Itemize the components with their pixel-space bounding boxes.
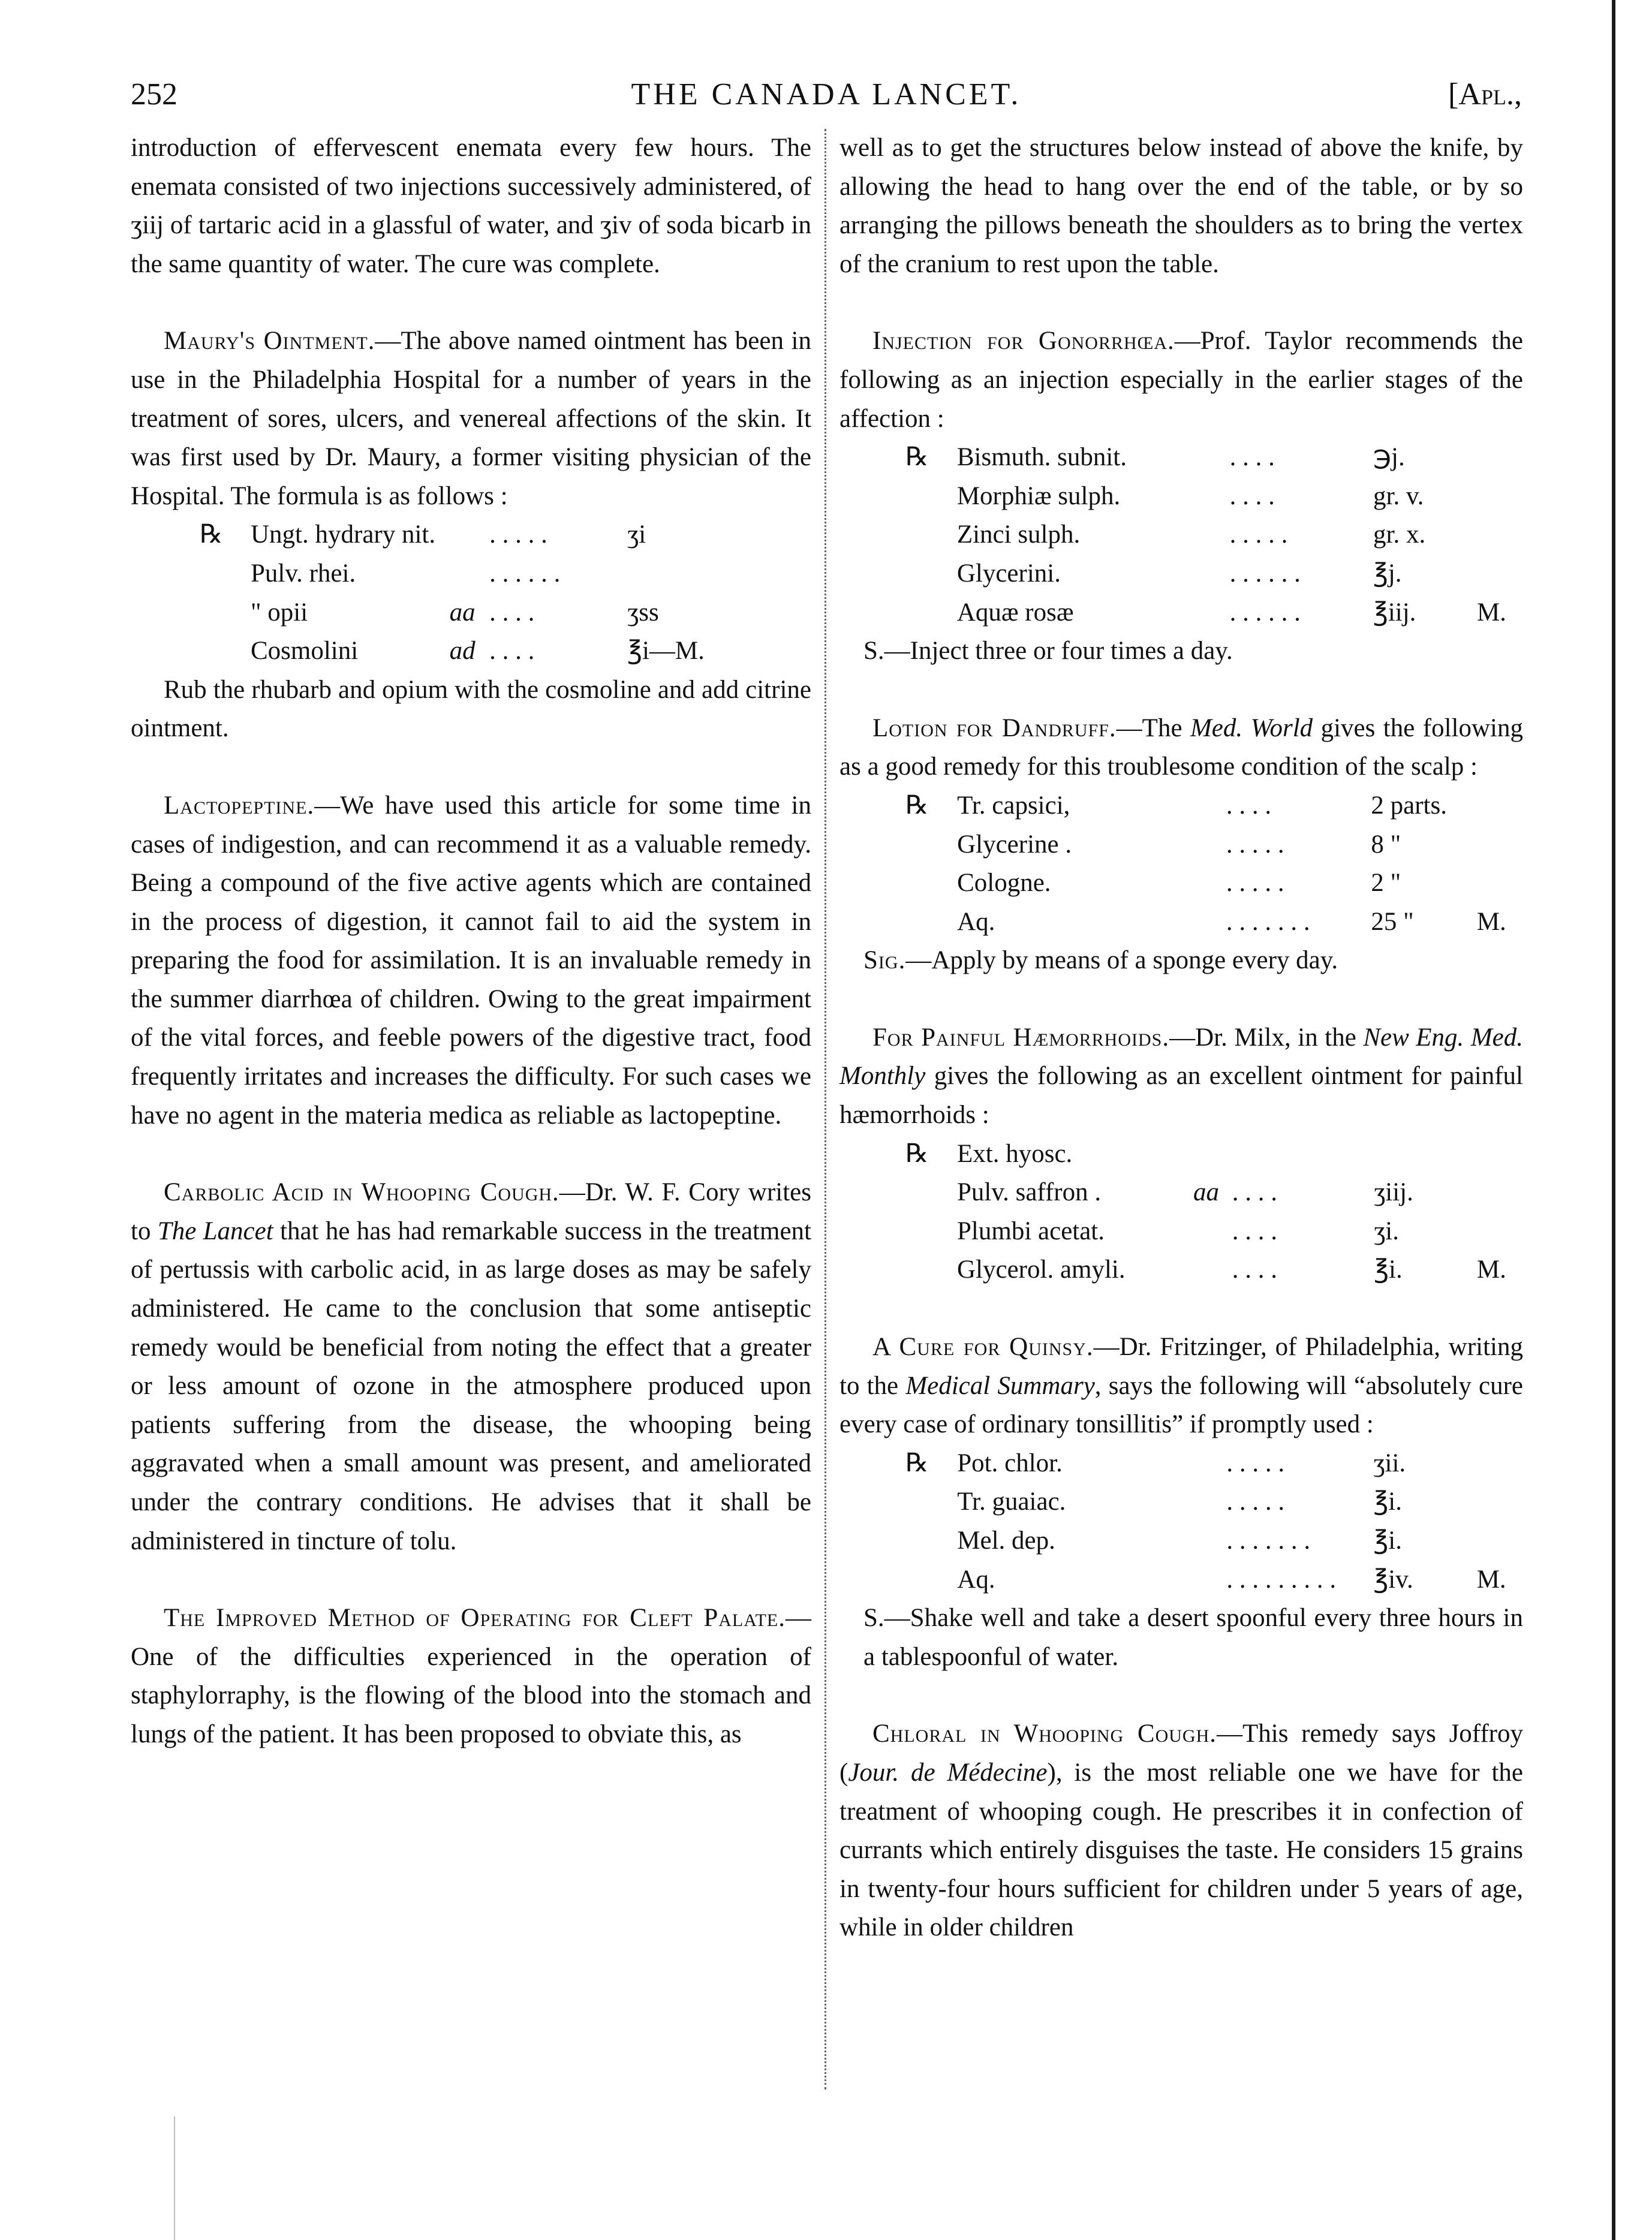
ingredient-name: Zinci sulph. — [956, 520, 1081, 549]
leader-dots: . . . . . — [489, 520, 547, 549]
ingredient-name: Ungt. hydrary nit. — [251, 520, 436, 549]
article-text: —One of the difficulties experienced in the operation of staphylorraphy, is the flowing of the blood into the stomach and lungs of the patient. It has been proposed to obviate this, as — [131, 1604, 811, 1748]
ingredient-name: Cologne. — [957, 869, 1051, 898]
mix-instruction — [1460, 1483, 1523, 1522]
article-body — [131, 1599, 811, 1754]
article-text: —Dr. W. F. Cory writes to — [131, 1178, 811, 1245]
recipe-row — [839, 1251, 1523, 1290]
ingredient-modifier: aa — [449, 598, 476, 627]
article-title: Lactopeptine. — [164, 791, 315, 820]
ingredient-quantity: ʒi — [627, 520, 646, 549]
ingredient-quantity: ℥j. — [1373, 559, 1402, 588]
article-body — [131, 1173, 811, 1561]
ingredient-modifier — [1176, 1444, 1226, 1483]
recipe-row — [131, 594, 807, 633]
recipe-table — [131, 516, 807, 670]
ingredient-name: Aquæ rosæ — [956, 598, 1074, 627]
recipe-symbol — [131, 594, 251, 633]
mix-instruction — [1460, 787, 1523, 826]
ingredient-modifier — [1176, 1522, 1226, 1561]
recipe-symbol — [839, 1561, 957, 1600]
ingredient-name: Glycerol. amyli. — [957, 1256, 1126, 1284]
recipe-symbol — [839, 555, 957, 594]
leader-dots: . . . . — [1232, 1256, 1277, 1284]
leader-dots: . . . . . — [1226, 1488, 1285, 1516]
ingredient-name: Plumbi acetat. — [957, 1217, 1105, 1245]
ingredient-name: Pot. chlor. — [957, 1449, 1063, 1477]
ingredient-modifier — [1176, 1561, 1226, 1600]
signa-line: S.—Shake well and take a desert spoonful every three hours in a tablespoonful of water. — [863, 1604, 1523, 1671]
recipe-table — [839, 438, 1523, 632]
source-journal: The Lancet — [157, 1217, 273, 1245]
recipe-symbol — [131, 632, 251, 671]
leader-dots: . . . . — [1229, 443, 1275, 472]
mix-instruction — [1460, 438, 1523, 477]
ingredient-modifier — [1176, 826, 1226, 865]
article-text: —Dr. Fritzinger, of Philadelphia, writing to the — [839, 1333, 1523, 1400]
article-title: Injection for Gonorrhœa. — [872, 327, 1175, 356]
article-lactopeptine — [131, 787, 811, 1135]
continued-paragraph: well as to get the structures below instead of above the knife, by allowing the head to hang over the end of the table, or by so arranging the pillows beneath the shoulders as to bring the vertex of the cranium to rest upon the table. — [839, 134, 1523, 278]
leader-dots: . . . . . — [1226, 830, 1284, 859]
ingredient-modifier — [1180, 594, 1230, 633]
mix-instruction: M. — [1476, 907, 1506, 936]
article-carbolic-acid — [131, 1173, 811, 1561]
article-title: A Cure for Quinsy. — [872, 1333, 1094, 1362]
leader-dots: . . . . . — [1226, 869, 1284, 898]
ingredient-modifier — [1180, 438, 1230, 477]
ingredient-name: Bismuth. subnit. — [956, 443, 1127, 472]
article-body — [839, 1328, 1523, 1444]
ingredient-quantity: ʒii. — [1373, 1449, 1406, 1477]
article-cleft-palate — [131, 1599, 811, 1754]
leader-dots: . . . . — [1226, 791, 1272, 820]
mix-instruction — [735, 516, 807, 555]
signa-line: S.—Inject three or four times a day. — [863, 637, 1233, 666]
mix-instruction — [1460, 555, 1523, 594]
recipe-note: Rub the rhubarb and opium with the cosmoline and add citrine ointment. — [131, 675, 811, 743]
ingredient-name: Aq. — [957, 1565, 995, 1594]
running-head — [131, 71, 1522, 119]
mix-instruction — [1460, 1522, 1523, 1561]
ingredient-name: Ext. hyosc. — [957, 1139, 1073, 1168]
ingredient-quantity: 8 " — [1371, 830, 1401, 859]
article-title: Maury's Ointment. — [164, 327, 375, 356]
article-text: —Dr. Milx, in the — [1169, 1023, 1364, 1052]
ingredient-quantity: ℥iij. — [1373, 598, 1416, 627]
article-text: that he has had remarkable success in the treatment of pertussis with carbolic acid, in as large doses as may be safely administered. He came to the conclusion that some antiseptic remedy would be beneficial from noting the effect that a greater or less amount of ozone in the atmosphere produced upon patients suffering from the disease, the whooping being aggravated when a small amount was present, and ameliorated under the contrary conditions. He advises that it shall be administered in tincture of tolu. — [131, 1217, 811, 1555]
mix-instruction — [1460, 1212, 1523, 1251]
recipe-symbol — [839, 477, 957, 516]
signa-line — [839, 941, 1523, 980]
leader-dots: . . . . . . . — [1226, 1527, 1311, 1555]
mix-instruction — [735, 594, 807, 633]
leader-dots: . . . . — [1229, 481, 1275, 510]
recipe-row — [839, 516, 1523, 555]
recipe-symbol: ℞ — [905, 1449, 929, 1477]
column-divider — [825, 129, 826, 2090]
ingredient-modifier — [435, 516, 489, 555]
ingredient-quantity: ʒss — [627, 598, 659, 627]
article-haemorrhoids — [839, 1019, 1523, 1290]
mix-instruction — [735, 632, 807, 671]
recipe-symbol — [839, 594, 957, 633]
recipe-row — [131, 555, 807, 594]
mix-instruction — [735, 555, 807, 594]
article-body — [131, 322, 811, 516]
mix-instruction — [1460, 477, 1523, 516]
article-text: —The — [1116, 713, 1190, 742]
ingredient-modifier — [1180, 555, 1230, 594]
recipe-table — [839, 787, 1523, 941]
ingredient-name: Aq. — [957, 907, 995, 936]
mix-instruction — [1460, 1135, 1523, 1174]
ingredient-quantity: 2 parts. — [1371, 791, 1447, 820]
recipe-row — [839, 555, 1523, 594]
month-abbrev: [Apl., — [1448, 77, 1522, 112]
recipe-row — [839, 1212, 1523, 1251]
ingredient-modifier — [1180, 1135, 1232, 1174]
recipe-row — [839, 1173, 1523, 1212]
article-body — [839, 709, 1523, 787]
article-text: gives the following as an excellent ointment for painful hæmorrhoids : — [839, 1062, 1523, 1130]
ingredient-quantity: ʒi. — [1374, 1217, 1399, 1245]
recipe-symbol — [131, 555, 251, 594]
recipe-row — [131, 632, 807, 671]
ingredient-quantity: ℥i. — [1373, 1527, 1402, 1555]
article-quinsy — [839, 1328, 1523, 1676]
ingredient-name: Tr. capsici, — [957, 791, 1070, 820]
article-body — [839, 1715, 1523, 1947]
ingredient-name: Pulv. saffron . — [957, 1178, 1102, 1207]
ingredient-name: Glycerine . — [957, 830, 1072, 859]
ingredient-modifier — [1180, 516, 1230, 555]
recipe-row — [131, 516, 807, 555]
article-chloral — [839, 1715, 1523, 1947]
ingredient-name: Pulv. rhei. — [251, 559, 356, 588]
recipe-symbol: ℞ — [905, 791, 929, 820]
ingredient-quantity — [1374, 1135, 1460, 1174]
leader-dots: . . . . . . — [489, 559, 561, 588]
article-text: gives the following as a good remedy for this troublesome condition of the scalp : — [839, 713, 1523, 781]
ingredient-quantity: ℥i—M. — [627, 637, 705, 666]
ingredient-quantity: ℥iv. — [1373, 1565, 1413, 1594]
recipe-symbol — [839, 1173, 957, 1212]
recipe-row — [839, 477, 1523, 516]
ingredient-modifier — [435, 555, 489, 594]
ingredient-quantity: gr. v. — [1373, 481, 1424, 510]
leader-dots: . . . . — [489, 598, 535, 627]
mix-instruction: M. — [1476, 1565, 1506, 1594]
leader-dots: . . . . — [489, 637, 535, 666]
recipe-symbol — [839, 826, 957, 865]
leader-dots: . . . . . . . — [1226, 907, 1310, 936]
recipe-row — [839, 903, 1523, 942]
leader-dots: . . . . . — [1229, 520, 1288, 549]
recipe-symbol — [839, 516, 957, 555]
leader-dots — [1232, 1135, 1374, 1174]
ingredient-modifier: ad — [449, 637, 476, 666]
article-text: —The above named ointment has been in use in the Philadelphia Hospital for a number of years in the treatment of sores, ulcers, and venereal affections of the skin. It was first used by Dr. Maury, a former visiting physician of the Hospital. The formula is as follows : — [131, 327, 811, 510]
recipe-row — [839, 438, 1523, 477]
article-gonorrhoea — [839, 322, 1523, 670]
recipe-symbol: ℞ — [200, 520, 223, 549]
recipe-symbol — [839, 864, 957, 903]
article-body — [839, 322, 1523, 438]
ingredient-modifier — [1180, 1212, 1232, 1251]
ingredient-name: Morphiæ sulph. — [956, 481, 1121, 510]
recipe-symbol — [839, 1251, 957, 1290]
recipe-row — [839, 826, 1523, 865]
leader-dots: . . . . . . — [1229, 559, 1301, 588]
ingredient-name: Glycerini. — [956, 559, 1061, 588]
recipe-row — [839, 787, 1523, 826]
ingredient-modifier: aa — [1193, 1178, 1219, 1207]
article-dandruff — [839, 709, 1523, 980]
source-journal: Medical Summary — [905, 1371, 1095, 1400]
right-margin-rule — [1612, 0, 1615, 2240]
recipe-row — [839, 1522, 1523, 1561]
ingredient-quantity: gr. x. — [1373, 520, 1426, 549]
article-body — [131, 787, 811, 1135]
recipe-table — [839, 1444, 1523, 1599]
ingredient-quantity: ℥i. — [1373, 1488, 1402, 1516]
mix-instruction — [1460, 826, 1523, 865]
article-text: —We have used this article for some time in cases of indigestion, and can recommend it as a valuable remedy. Being a compound of the five active agents which are contained in the process of digestion, it cannot fail to aid the system in preparing the food for assimilation. It is an invaluable remedy in the summer diarrhœa of children. Owing to the great impairment of the vital forces, and feeble powers of the digestive tract, food frequently irritates and increases the difficulty. For such cases we have no agent in the materia medica as reliable as lactopeptine. — [131, 791, 811, 1130]
lower-margin-rule — [174, 2116, 175, 2240]
signa-text: —Apply by means of a sponge every day. — [905, 946, 1338, 975]
recipe-table — [839, 1135, 1523, 1290]
ingredient-modifier — [1176, 864, 1226, 903]
source-journal: Med. World — [1190, 713, 1313, 742]
leader-dots: . . . . — [1232, 1217, 1277, 1245]
ingredient-quantity: 25 " — [1371, 907, 1414, 936]
recipe-row — [839, 1444, 1523, 1483]
ingredient-modifier — [1176, 787, 1226, 826]
recipe-symbol: ℞ — [905, 443, 929, 472]
ingredient-modifier — [1180, 1251, 1232, 1290]
leader-dots: . . . . . . — [1229, 598, 1301, 627]
source-journal: Jour. de Médecine — [848, 1758, 1048, 1787]
ingredient-quantity: ʒiij. — [1374, 1178, 1413, 1207]
recipe-row — [839, 864, 1523, 903]
article-body — [839, 1019, 1523, 1135]
right-column — [839, 129, 1523, 1947]
page-number: 252 — [131, 77, 177, 112]
article-title: Chloral in Whooping Cough. — [872, 1720, 1217, 1748]
ingredient-modifier — [1180, 477, 1230, 516]
recipe-symbol — [839, 1212, 957, 1251]
recipe-symbol — [839, 1522, 957, 1561]
article-title: The Improved Method of Operating for Cleft Palate. — [164, 1604, 786, 1633]
ingredient-name: Tr. guaiac. — [957, 1488, 1066, 1516]
recipe-row — [839, 1561, 1523, 1600]
article-title: Carbolic Acid in Whooping Cough. — [164, 1178, 559, 1207]
signa-label: Sig. — [863, 946, 906, 975]
ingredient-name: Cosmolini — [251, 637, 359, 666]
recipe-symbol: ℞ — [905, 1139, 929, 1168]
ingredient-modifier — [1176, 1483, 1226, 1522]
mix-instruction — [1460, 516, 1523, 555]
ingredient-modifier — [1176, 903, 1226, 942]
recipe-row — [839, 594, 1523, 633]
article-title: Lotion for Dandruff. — [872, 713, 1117, 742]
recipe-row — [839, 1483, 1523, 1522]
recipe-symbol — [839, 1483, 957, 1522]
ingredient-quantity: ℥i. — [1374, 1256, 1403, 1284]
mix-instruction — [1460, 1444, 1523, 1483]
mix-instruction: M. — [1476, 1256, 1506, 1284]
journal-title: THE CANADA LANCET. — [631, 77, 1022, 112]
recipe-row — [839, 1135, 1523, 1174]
article-text: , says the following will “absolutely cure every case of ordinary tonsillitis” if promptly used : — [839, 1371, 1524, 1439]
mix-instruction: M. — [1476, 598, 1506, 627]
leader-dots: . . . . — [1232, 1178, 1277, 1207]
ingredient-name: Mel. dep. — [957, 1527, 1055, 1555]
recipe-symbol — [839, 903, 957, 942]
leader-dots: . . . . . — [1226, 1449, 1285, 1477]
article-text: ), is the most reliable one we have for the treatment of whooping cough. He prescribes it in confection of currants which entirely disguises the taste. He considers 15 grains in twenty-four hours sufficient for children under 5 years of age, while in older children — [839, 1758, 1523, 1942]
ingredient-quantity: 2 " — [1371, 869, 1401, 898]
intro-paragraph: introduction of effervescent enemata every few hours. The enemata consisted of two injections successively administered, of ʒiij of tartaric acid in a glassful of water, and ʒiv of soda bicarb in the same quantity of water. The cure was complete. — [131, 134, 811, 278]
mix-instruction — [1460, 864, 1523, 903]
mix-instruction — [1460, 1173, 1523, 1212]
article-title: For Painful Hæmorrhoids. — [872, 1023, 1170, 1052]
leader-dots: . . . . . . . . . — [1226, 1565, 1337, 1594]
article-text: —This remedy says Joffroy ( — [839, 1720, 1523, 1787]
ingredient-quantity — [627, 555, 735, 594]
article-maurys-ointment — [131, 322, 811, 748]
source-journal: New Eng. Med. Monthly — [839, 1023, 1523, 1091]
ingredient-quantity: ℈j. — [1373, 443, 1405, 472]
ingredient-name: " opii — [251, 598, 308, 627]
article-text: —Prof. Taylor recommends the following as an injection especially in the earlier stages of the affection : — [839, 327, 1523, 433]
left-column — [131, 129, 811, 1754]
